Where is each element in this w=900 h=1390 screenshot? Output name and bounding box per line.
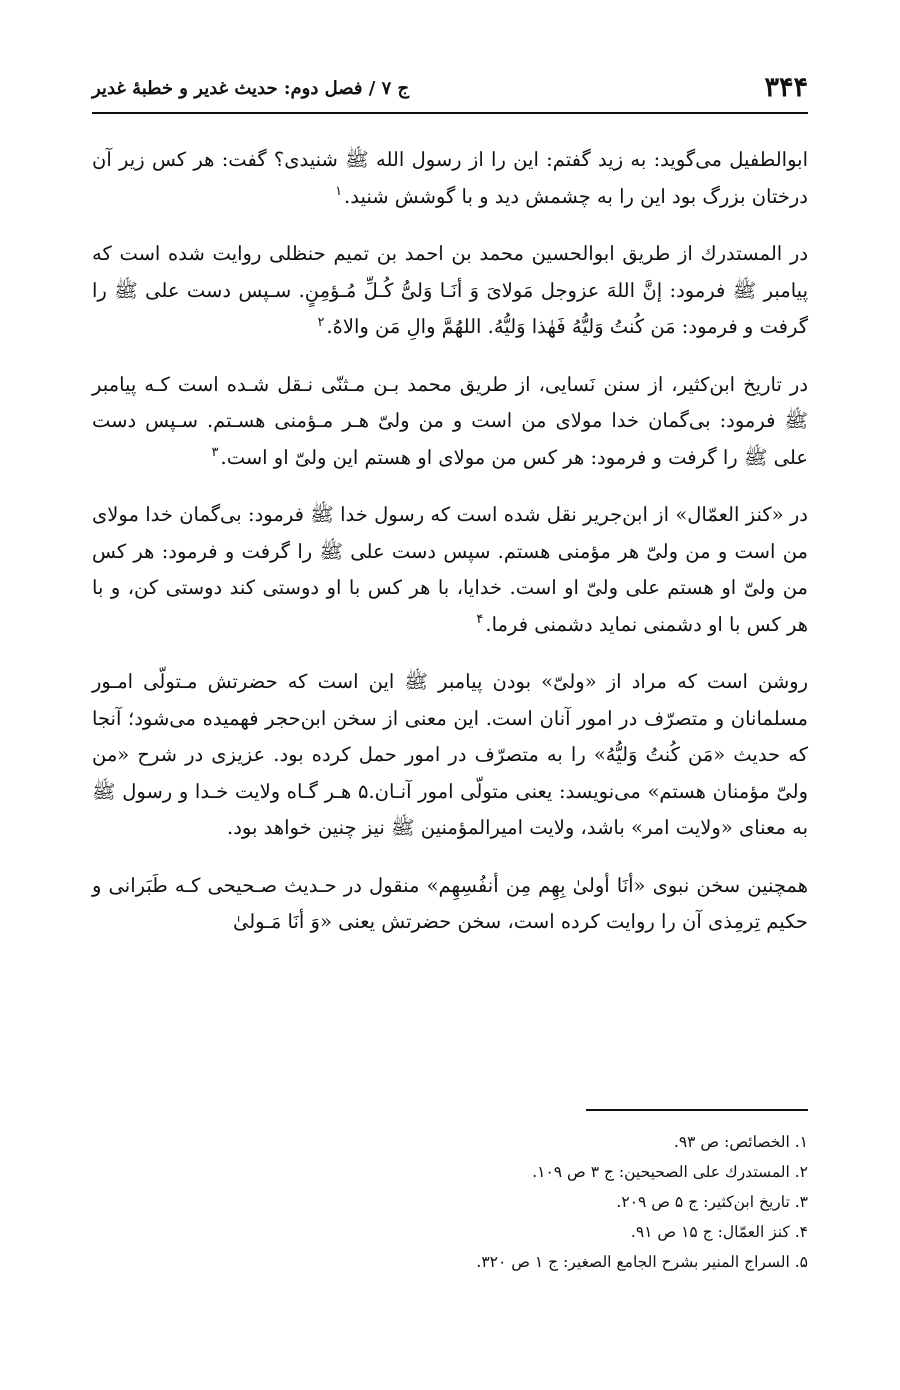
paragraph-1	[92, 142, 808, 215]
page-number: ۳۴۴	[764, 72, 808, 103]
paragraph-text: روشن است که مراد از «ولیّ» بودن پیامبر ﷺ این است که حضرتش مـتولّی امـور مسلمانان و متصرّف در امور آنان است. این معنی از سخن ابن‌حجر فهمیده می‌شود؛ آنجا که حدیث «مَن کُنتُ وَلیُّهُ» را به متصرّف در امور حمل کرده بود. عزیزی در شرح «من ولیّ مؤمنان هستم» می‌نویسد: یعنی متولّی امور آنـان.۵ هـر گـاه ولایت خـدا و رسول ﷺ به معنای «ولایت امر» باشد، ولایت امیرالمؤمنین ﷺ نیز چنین خواهد بود.	[92, 670, 808, 839]
body-text	[92, 142, 808, 962]
paragraph-4	[92, 497, 808, 643]
footnotes	[92, 1127, 808, 1277]
paragraph-6	[92, 868, 808, 941]
footnote-3: ۳. تاریخ ابن‌کثیر: ج ۵ ص ۲۰۹.	[616, 1193, 808, 1211]
footnote-ref: ۱	[335, 184, 343, 199]
paragraph-text: ابوالطفیل می‌گوید: به زید گفتم: این را از رسول الله ﷺ شنیدی؟ گفت: هر کس زیر آن درختان بزرگ بود این را به چشمش دید و با گوشش شنید.	[92, 148, 808, 208]
header-rule	[92, 112, 808, 114]
paragraph-3	[92, 367, 808, 477]
footnote-ref: ۲	[317, 314, 325, 330]
paragraph-text: همچنین سخن نبوی «أنَا أولیٰ بِهِم مِن أنفُسِهِم» منقول در حـدیث صـحیحی کـه طَبَرانی و حکیم تِرمِذی آن را روایت کرده است، سخن حضرتش یعنی «وَ أنَا مَـولیٰ	[92, 873, 808, 933]
footnote-rule	[586, 1109, 808, 1111]
footnote-5: ۵. السراج المنیر بشرح الجامع الصغیر: ج ۱ ص ۳۲۰.	[476, 1253, 808, 1271]
paragraph-text: در المستدرك از طریق ابوالحسین محمد بن احمد بن تمیم حنظلی روایت شده است که پیامبر ﷺ فرمود: إنَّ اللهَ عزوجل مَولایَ وَ أنَـا وَلیُّ کُـلِّ مُـؤمِنٍ. سـپس دست علی ﷺ را گرفت و فرمود: مَن کُنتُ وَلیُّهُ فَهٰذا وَلیُّهُ. اللهُمَّ والِ مَن والاهُ.	[92, 242, 808, 338]
paragraph-2	[92, 236, 808, 346]
page-header	[92, 70, 808, 110]
paragraph-text: در «کنز العمّال» از ابن‌جریر نقل شده است که رسول خدا ﷺ فرمود: بی‌گمان خدا مولای من است و من ولیّ هر مؤمنی هستم. سپس دست علی ﷺ را گرفت و فرمود: هر کس من ولیّ او هستم علی ولیّ او است. خدایا، با هر کس با او دوستی کند دوستی کن، و با هر کس با او دشمنی نماید دشمنی فرما.	[92, 503, 808, 636]
running-title: ج ۷ / فصل دوم: حدیث غدیر و خطبهٔ غدیر	[92, 78, 410, 99]
footnote-ref: ۳	[211, 445, 219, 460]
footnote-4: ۴. کنز العمّال: ج ۱۵ ص ۹۱.	[630, 1223, 808, 1241]
footnote-ref: ۴	[476, 612, 484, 627]
paragraph-5	[92, 664, 808, 847]
footnote-1: ۱. الخصائص: ص ۹۳.	[673, 1133, 808, 1151]
paragraph-text: در تاریخ ابن‌کثیر، از سنن نَسایی، از طریق محمد بـن مـثنّی نـقل شـده است کـه پیامبر ﷺ فرمود: بی‌گمان خدا مولای من است و من ولیّ هـر مـؤمنی هسـتم. سـپس دست علی ﷺ را گرفت و فرمود: هر کس من مولای او هستم این ولیّ او است.	[92, 372, 808, 469]
footnote-2: ۲. المستدرك علی الصحیحین: ج ۳ ص ۱۰۹.	[532, 1163, 808, 1181]
